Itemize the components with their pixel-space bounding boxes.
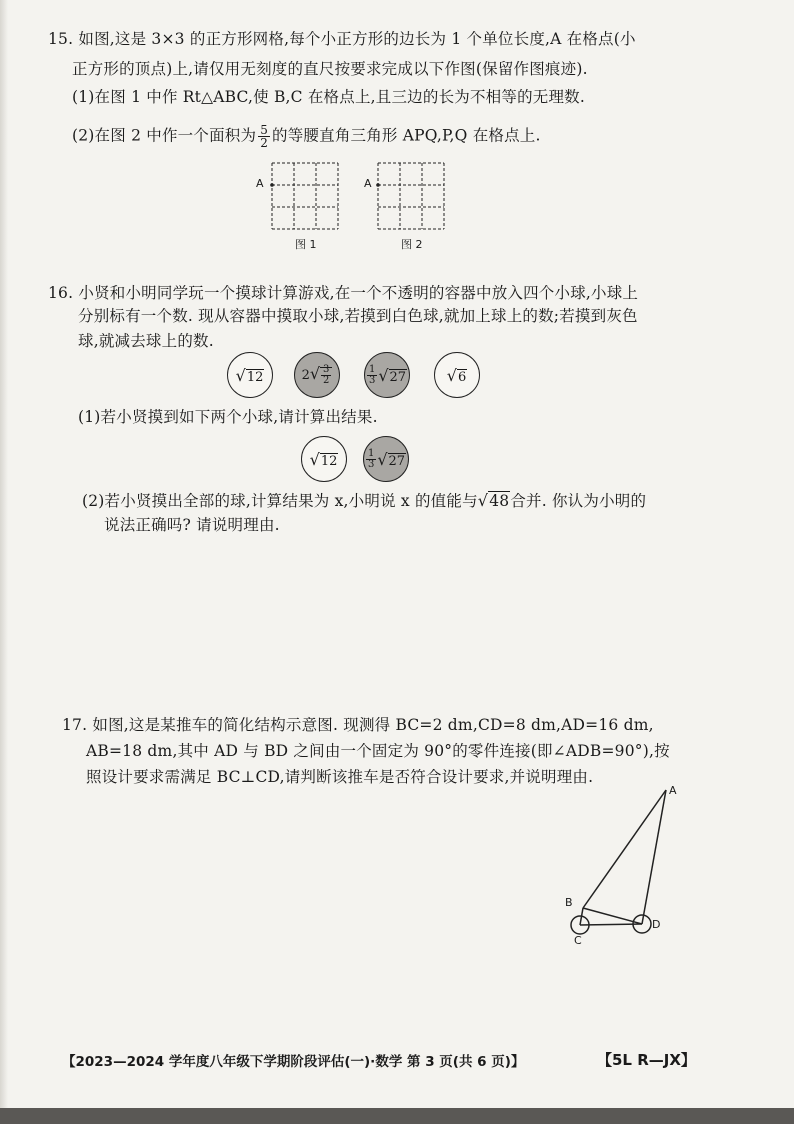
segment-ad (642, 790, 666, 924)
figure-1-caption: 图 1 (295, 238, 317, 251)
ball-sqrt6-radicand: 6 (457, 369, 467, 385)
label-point-a: A (669, 784, 677, 797)
picked-ball-2-radicand: 27 (388, 453, 406, 469)
ball-2-frac-den: 2 (323, 375, 330, 386)
q16-part1: (1)若小贤摸到如下两个小球,请计算出结果. (78, 408, 378, 426)
ball-2-coef: 2 (301, 367, 310, 383)
q15-frac-den: 2 (260, 136, 269, 150)
q16-sqrt48-radicand: 48 (489, 492, 510, 510)
ball-third-sqrt27[interactable]: $\frac{1}{3}$ √27 (364, 352, 410, 398)
figure-1-grid[interactable] (262, 160, 348, 234)
cart-diagram[interactable] (556, 780, 696, 960)
scan-bottom-edge (0, 1108, 794, 1124)
q15-area-fraction (258, 124, 270, 149)
q16-line1: 16. 小贤和小明同学玩一个摸球计算游戏,在一个不透明的容器中放入四个小球,小球上 (48, 284, 639, 302)
label-point-b: B (565, 896, 573, 909)
q16-sqrt48: √48 (477, 491, 510, 510)
q15-line4-post: 的等腰直角三角形 APQ,P,Q 在格点上. (272, 126, 541, 145)
q15-line2: 正方形的顶点)上,请仅用无刻度的直尺按要求完成以下作图(保留作图痕迹). (72, 60, 588, 78)
q17-line2: AB=18 dm,其中 AD 与 BD 之间由一个固定为 90°的零件连接(即∠ADB=90°),按 (86, 742, 670, 760)
q16-line3: 球,就减去球上的数. (78, 332, 214, 350)
q16-part2-line2: 说法正确吗? 请说明理由. (104, 516, 280, 534)
footer-exam-info: 【2023—2024 学年度八年级下学期阶段评估(一)·数学 第 3 页(共 6 页)】 (62, 1054, 525, 1070)
label-point-c: C (574, 934, 582, 947)
q16-part2 (82, 490, 646, 512)
figure-2-caption: 图 2 (401, 238, 423, 251)
ball-3-radicand: 27 (389, 369, 407, 385)
label-point-d: D (652, 918, 661, 931)
q15-line1: 15. 如图,这是 3×3 的正方形网格,每个小正方形的边长为 1 个单位长度,A 在格点(小 (48, 30, 636, 48)
q16-part2-pre: (2)若小贤摸出全部的球,计算结果为 x,小明说 x 的值能与 (82, 492, 478, 510)
footer-code: 【5L R—JX】 (597, 1051, 696, 1069)
ball-sqrt6[interactable]: √6 (434, 352, 480, 398)
figure-2-point-a: A (364, 177, 372, 190)
ball-2-frac-num: 3 (323, 364, 330, 375)
segment-ab (583, 790, 666, 908)
page-edge-shadow (0, 0, 8, 1124)
q17-line3: 照设计要求需满足 BC⊥CD,请判断该推车是否符合设计要求,并说明理由. (86, 768, 594, 786)
ball-3-coef-num: 1 (368, 363, 376, 375)
q16-part2-post: 合并. 你认为小明的 (510, 492, 647, 510)
ball-2sqrt-three-halves[interactable]: 2 √ $\frac{3}{2}$ (294, 352, 340, 398)
q15-line3: (1)在图 1 中作 Rt△ABC,使 B,C 在格点上,且三边的长为不相等的无理数. (72, 88, 586, 106)
q16-line2: 分别标有一个数. 现从容器中摸取小球,若摸到白色球,就加上球上的数;若摸到灰色 (78, 307, 638, 325)
picked-ball-2-coef-num: 1 (367, 447, 375, 459)
figure-1-point-a: A (256, 177, 264, 190)
figure-2-grid[interactable] (368, 160, 454, 234)
picked-ball-sqrt12[interactable]: √12 (301, 436, 347, 482)
picked-ball-third-sqrt27[interactable]: $\frac{1}{3}$ √27 (363, 436, 409, 482)
q15-line4-pre: (2)在图 2 中作一个面积为 (72, 126, 257, 145)
picked-ball-1-radicand: 12 (320, 453, 338, 469)
ball-sqrt12[interactable]: √12 (227, 352, 273, 398)
q15-frac-num: 5 (260, 123, 269, 137)
q17-line1: 17. 如图,这是某推车的简化结构示意图. 现测得 BC=2 dm,CD=8 dm,AD=16 dm, (62, 716, 654, 734)
ball-3-coef-den: 3 (368, 374, 376, 386)
q15-line4 (72, 124, 541, 149)
picked-ball-2-coef-den: 3 (367, 458, 375, 470)
ball-sqrt12-radicand: 12 (246, 369, 264, 385)
